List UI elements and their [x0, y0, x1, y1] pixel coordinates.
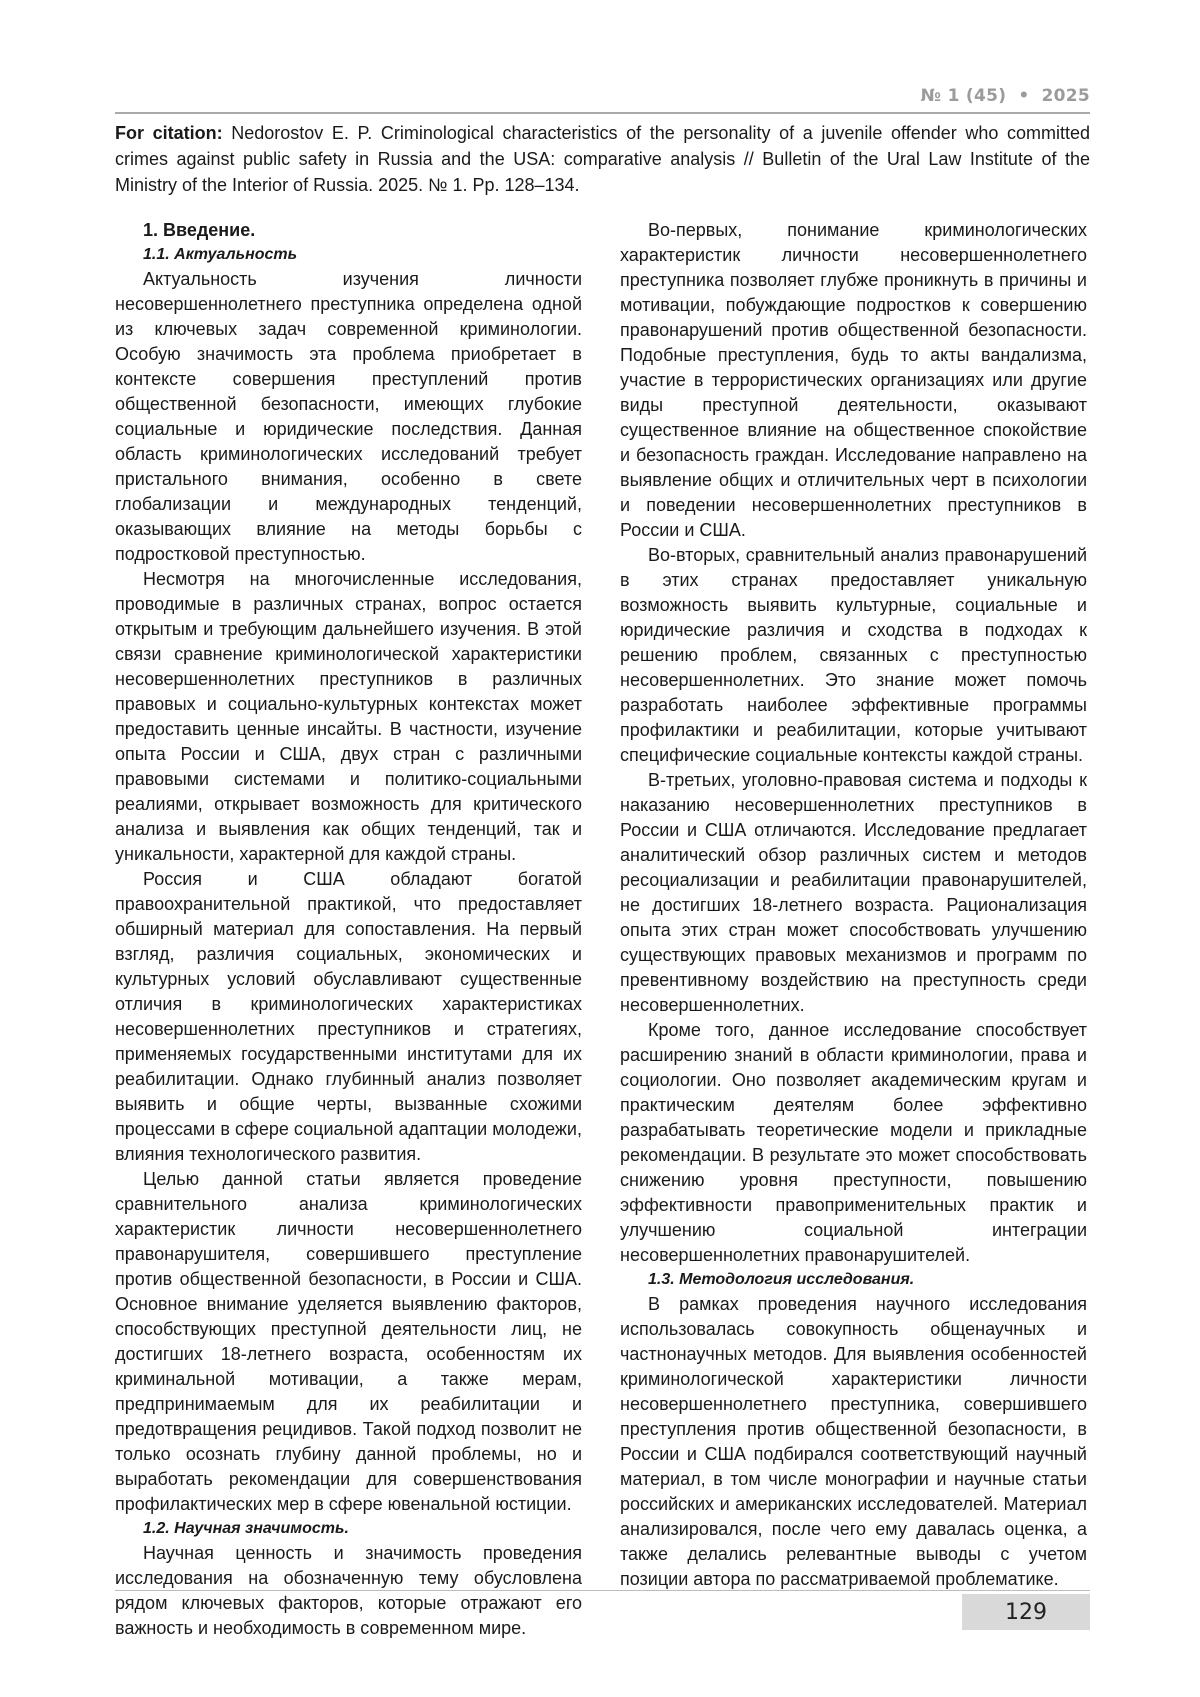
citation-label: For citation:	[115, 123, 223, 143]
right-column	[620, 218, 1087, 1592]
paragraph: Во-первых, понимание криминологических характеристик личности несовершеннолетнего преступника позволяет глубже проникнуть в причины и мотивации, побуждающие подростков к совершению правонарушений против общественной безопасности. Подобные преступления, будь то акты вандализма, участие в террористических организациях или другие виды преступной деятельности, оказывают существенное влияние на общественное спокойствие и безопасность граждан. Исследование направлено на выявление общих и отличительных черт в психологии и поведении несовершеннолетних преступников в России и США.	[620, 220, 1087, 540]
issue-number: № 1 (45)	[920, 86, 1007, 106]
header-rule	[115, 112, 1090, 114]
paragraph: Несмотря на многочисленные исследования, проводимые в различных странах, вопрос остается открытым и требующим дальнейшего изучения. В этой связи сравнение криминологической характеристики несовершеннолетних преступников в различных правовых и социально-культурных контекстах может предоставить ценные инсайты. В частности, изучение опыта России и США, двух стран с различными правовыми системами и политико-социальными реалиями, открывает возможность для критического анализа и выявления как общих тенденций, так и уникальности, характерной для каждой страны.	[115, 569, 582, 864]
footer-rule	[115, 1590, 1090, 1591]
issue-header	[921, 86, 1090, 106]
paragraph: В рамках проведения научного исследования использовалась совокупность общенаучных и частнонаучных методов. Для выявления особенностей криминологической характеристики личности несовершеннолетнего преступника, совершившего преступления против общественной безопасности, в России и США подбирался соответствующий научный материал, в том числе монографии и научные статьи российских и американских исследователей. Материал анализировался, после чего ему давалась оценка, а также делались релевантные выводы с учетом позиции автора по рассматриваемой проблематике.	[620, 1294, 1087, 1589]
left-column	[115, 218, 582, 1641]
issue-separator: •	[1018, 86, 1030, 106]
paragraph: Целью данной статьи является проведение сравнительного анализа криминологических характеристик личности несовершеннолетнего правонарушителя, совершившего преступление против общественной безопасности, в России и США. Основное внимание уделяется выявлению факторов, способствующих преступной деятельности лиц, не достигших 18-летнего возраста, особенностям их криминальной мотивации, а также мерам, предпринимаемым для их реабилитации и предотвращения рецидивов. Такой подход позволит не только осознать глубину данной проблемы, но и выработать рекомендации для совершенствования профилактических мер в сфере ювенальной юстиции.	[115, 1169, 582, 1514]
citation-block	[115, 120, 1090, 198]
paragraph: В-третьих, уголовно-правовая система и подходы к наказанию несовершеннолетних преступников в России и США отличаются. Исследование предлагает аналитический обзор различных систем и методов ресоциализации и реабилитации правонарушителей, не достигших 18-летнего возраста. Рационализация опыта этих стран может способствовать улучшению существующих правовых механизмов и программ по превентивному воздействию на преступность среди несовершеннолетних.	[620, 770, 1087, 1015]
paragraph: Во-вторых, сравнительный анализ правонарушений в этих странах предоставляет уникальную возможность выявить культурные, социальные и юридические различия и сходства в подходах к решению проблем, связанных с преступностью несовершеннолетних. Это знание может помочь разработать наиболее эффективные программы профилактики и реабилитации, которые учитывают специфические социальные контексты каждой страны.	[620, 545, 1087, 765]
subsection-title: 1.1. Актуальность	[143, 246, 298, 263]
subsection-title: 1.2. Научная значимость.	[143, 1520, 349, 1537]
citation-text: Nedorostov E. P. Criminological characteristics of the personality of a juvenile offender who committed crimes against public safety in Russia and the USA: comparative analysis // Bulletin of the Ural Law Institute of the Ministry of the Interior of Russia. 2025. № 1. Pp. 128–134.	[115, 123, 1091, 195]
subsection-title: 1.3. Методология исследования.	[648, 1271, 915, 1288]
paragraph: Кроме того, данное исследование способствует расширению знаний в области криминологии, права и социологии. Оно позволяет академическим кругам и практическим деятелям более эффективно разрабатывать теоретические модели и прикладные рекомендации. В результате это может способствовать снижению уровня преступности, повышению эффективности правоприменительных практик и улучшению социальной интеграции несовершеннолетних правонарушителей.	[620, 1020, 1087, 1265]
section-title: 1. Введение.	[143, 220, 256, 240]
paragraph: Актуальность изучения личности несовершеннолетнего преступника определена одной из ключевых задач современной криминологии. Особую значимость эта проблема приобретает в контексте совершения преступлений против общественной безопасности, имеющих глубокие социальные и юридические последствия. Данная область криминологических исследований требует пристального внимания, особенно в свете глобализации и международных тенденций, оказывающих влияние на методы борьбы с подростковой преступностью.	[115, 269, 582, 564]
paragraph: Научная ценность и значимость проведения исследования на обозначенную тему обусловлена рядом ключевых факторов, которые отражают его важность и необходимость в современном мире.	[115, 1543, 582, 1638]
paragraph: Россия и США обладают богатой правоохранительной практикой, что предоставляет обширный материал для сопоставления. На первый взгляд, различия социальных, экономических и культурных условий обуславливают существенные отличия в криминологических характеристиках несовершеннолетних преступников и стратегиях, применяемых государственными институтами для их реабилитации. Однако глубинный анализ позволяет выявить и общие черты, вызванные схожими процессами в сфере социальной адаптации молодежи, влияния технологического развития.	[115, 869, 582, 1164]
issue-year: 2025	[1041, 86, 1090, 106]
page-number: 129	[962, 1594, 1090, 1630]
